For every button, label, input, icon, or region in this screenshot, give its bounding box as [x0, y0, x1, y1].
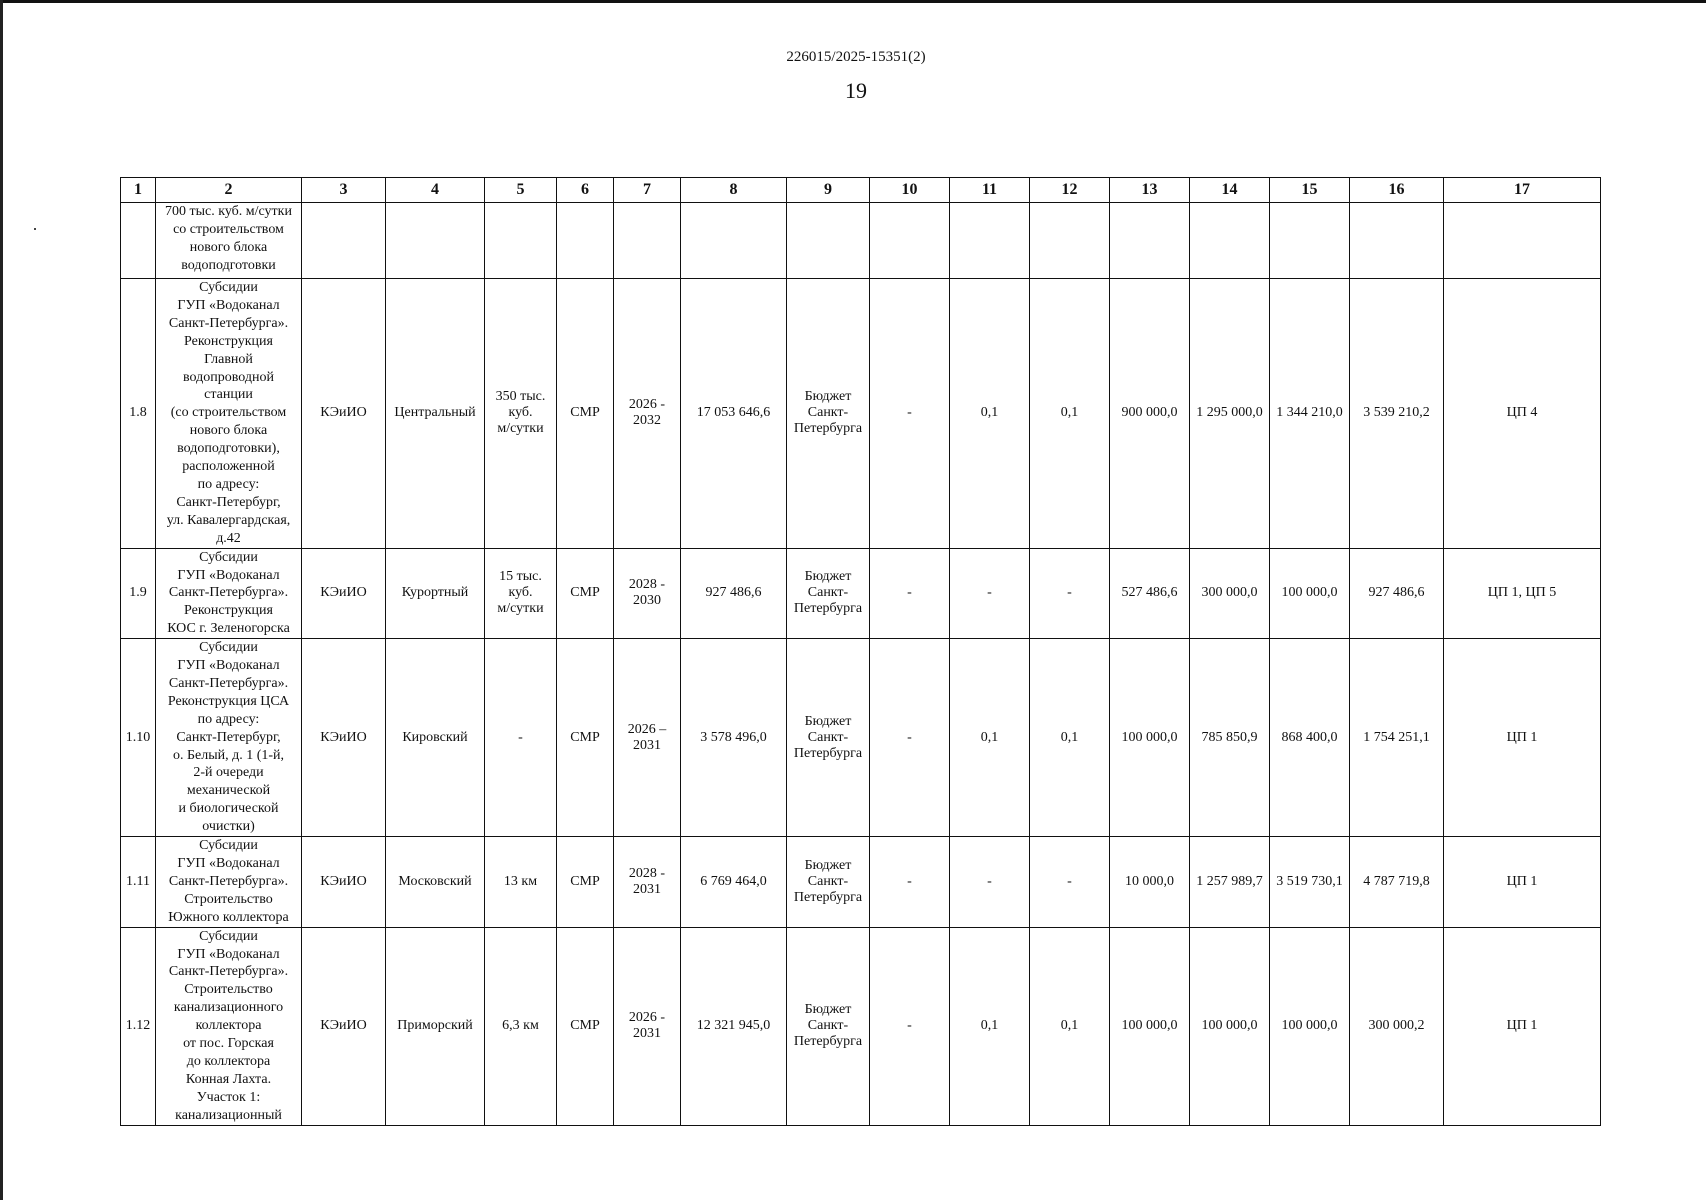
total-cost: 12 321 945,0 — [681, 927, 787, 1125]
column-header: 1 — [121, 178, 156, 203]
column-header: 5 — [485, 178, 557, 203]
target-program: ЦП 1 — [1444, 927, 1601, 1125]
table-row — [121, 837, 1601, 928]
column-header: 14 — [1190, 178, 1270, 203]
table-row — [121, 203, 1601, 279]
row-number — [121, 203, 156, 279]
cell-col-11: 0,1 — [950, 639, 1030, 837]
column-header: 13 — [1110, 178, 1190, 203]
cell-col-10: - — [870, 279, 950, 549]
table-container — [120, 177, 1601, 1126]
target-program — [1444, 203, 1601, 279]
target-program: ЦП 1 — [1444, 639, 1601, 837]
cell-col-15: 3 519 730,1 — [1270, 837, 1350, 928]
cell-col-14: 300 000,0 — [1190, 548, 1270, 639]
cell-col-15: 100 000,0 — [1270, 927, 1350, 1125]
cell-col-15: 868 400,0 — [1270, 639, 1350, 837]
investment-table — [120, 177, 1601, 1126]
row-number: 1.11 — [121, 837, 156, 928]
cell-col-12: 0,1 — [1030, 927, 1110, 1125]
funding-source: Бюджет Санкт- Петербурга — [787, 639, 870, 837]
cell-col-16: 1 754 251,1 — [1350, 639, 1444, 837]
column-header: 12 — [1030, 178, 1110, 203]
cell-col-13: 527 486,6 — [1110, 548, 1190, 639]
row-number: 1.10 — [121, 639, 156, 837]
column-header: 6 — [557, 178, 614, 203]
work-type — [557, 203, 614, 279]
column-header: 4 — [386, 178, 485, 203]
capacity: 6,3 км — [485, 927, 557, 1125]
period: 2028 - 2031 — [614, 837, 681, 928]
period: 2028 - 2030 — [614, 548, 681, 639]
district: Московский — [386, 837, 485, 928]
period: 2026 – 2031 — [614, 639, 681, 837]
district: Центральный — [386, 279, 485, 549]
cell-col-16 — [1350, 203, 1444, 279]
funding-source: Бюджет Санкт- Петербурга — [787, 927, 870, 1125]
cell-col-16: 4 787 719,8 — [1350, 837, 1444, 928]
row-description: Субсидии ГУП «Водоканал Санкт-Петербурга». Строительство канализационного коллектора от пос. Горская до коллектора Конная Лахта. Участок 1: канализационный — [156, 927, 302, 1125]
cell-col-11 — [950, 203, 1030, 279]
row-description: Субсидии ГУП «Водоканал Санкт-Петербурга». Реконструкция КОС г. Зеленогорска — [156, 548, 302, 639]
funding-source: Бюджет Санкт- Петербурга — [787, 279, 870, 549]
cell-col-12: - — [1030, 548, 1110, 639]
row-description: 700 тыс. куб. м/сутки со строительством нового блока водоподготовки — [156, 203, 302, 279]
funding-source: Бюджет Санкт- Петербурга — [787, 837, 870, 928]
column-header: 7 — [614, 178, 681, 203]
target-program: ЦП 1, ЦП 5 — [1444, 548, 1601, 639]
capacity: 15 тыс. куб. м/сутки — [485, 548, 557, 639]
work-type: СМР — [557, 548, 614, 639]
cell-col-14 — [1190, 203, 1270, 279]
row-number: 1.12 — [121, 927, 156, 1125]
funding-source — [787, 203, 870, 279]
capacity — [485, 203, 557, 279]
cell-col-10 — [870, 203, 950, 279]
cell-col-13 — [1110, 203, 1190, 279]
cell-col-11: - — [950, 837, 1030, 928]
row-number: 1.9 — [121, 548, 156, 639]
cell-col-11: 0,1 — [950, 927, 1030, 1125]
table-header — [121, 178, 1601, 203]
total-cost: 927 486,6 — [681, 548, 787, 639]
column-header: 10 — [870, 178, 950, 203]
cell-col-14: 785 850,9 — [1190, 639, 1270, 837]
column-header: 3 — [302, 178, 386, 203]
capacity: 350 тыс. куб. м/сутки — [485, 279, 557, 549]
page-header — [0, 48, 1706, 104]
cell-col-15: 1 344 210,0 — [1270, 279, 1350, 549]
work-type: СМР — [557, 837, 614, 928]
cell-col-14: 1 257 989,7 — [1190, 837, 1270, 928]
cell-col-10: - — [870, 639, 950, 837]
work-type: СМР — [557, 927, 614, 1125]
table-row — [121, 639, 1601, 837]
responsible-body — [302, 203, 386, 279]
total-cost: 3 578 496,0 — [681, 639, 787, 837]
total-cost: 17 053 646,6 — [681, 279, 787, 549]
district: Приморский — [386, 927, 485, 1125]
cell-col-11: 0,1 — [950, 279, 1030, 549]
column-header: 9 — [787, 178, 870, 203]
column-number-row — [121, 178, 1601, 203]
funding-source: Бюджет Санкт- Петербурга — [787, 548, 870, 639]
column-header: 15 — [1270, 178, 1350, 203]
district: Курортный — [386, 548, 485, 639]
table-row — [121, 548, 1601, 639]
target-program: ЦП 1 — [1444, 837, 1601, 928]
cell-col-10: - — [870, 837, 950, 928]
column-header: 11 — [950, 178, 1030, 203]
scan-edge-top — [0, 0, 1706, 3]
responsible-body: КЭиИО — [302, 837, 386, 928]
period: 2026 - 2031 — [614, 927, 681, 1125]
work-type: СМР — [557, 279, 614, 549]
responsible-body: КЭиИО — [302, 548, 386, 639]
cell-col-12: 0,1 — [1030, 279, 1110, 549]
row-number: 1.8 — [121, 279, 156, 549]
cell-col-13: 100 000,0 — [1110, 639, 1190, 837]
cell-col-16: 927 486,6 — [1350, 548, 1444, 639]
cell-col-14: 100 000,0 — [1190, 927, 1270, 1125]
capacity: 13 км — [485, 837, 557, 928]
district: Кировский — [386, 639, 485, 837]
column-header: 17 — [1444, 178, 1601, 203]
table-body — [121, 203, 1601, 1126]
scan-speck — [34, 228, 36, 230]
district — [386, 203, 485, 279]
cell-col-12 — [1030, 203, 1110, 279]
target-program: ЦП 4 — [1444, 279, 1601, 549]
cell-col-16: 3 539 210,2 — [1350, 279, 1444, 549]
column-header: 8 — [681, 178, 787, 203]
cell-col-15 — [1270, 203, 1350, 279]
table-row — [121, 927, 1601, 1125]
cell-col-12: - — [1030, 837, 1110, 928]
responsible-body: КЭиИО — [302, 927, 386, 1125]
cell-col-13: 900 000,0 — [1110, 279, 1190, 549]
cell-col-13: 100 000,0 — [1110, 927, 1190, 1125]
capacity: - — [485, 639, 557, 837]
total-cost: 6 769 464,0 — [681, 837, 787, 928]
row-description: Субсидии ГУП «Водоканал Санкт-Петербурга». Строительство Южного коллектора — [156, 837, 302, 928]
column-header: 2 — [156, 178, 302, 203]
scan-edge-left — [0, 0, 3, 1200]
cell-col-11: - — [950, 548, 1030, 639]
cell-col-13: 10 000,0 — [1110, 837, 1190, 928]
cell-col-12: 0,1 — [1030, 639, 1110, 837]
column-header: 16 — [1350, 178, 1444, 203]
work-type: СМР — [557, 639, 614, 837]
cell-col-14: 1 295 000,0 — [1190, 279, 1270, 549]
row-description: Субсидии ГУП «Водоканал Санкт-Петербурга». Реконструкция Главной водопроводной станции (со строительством нового блока водоподготовки), расположенной по адресу: Санкт-Петербург, ул. Кавалергардская, д.42 — [156, 279, 302, 549]
cell-col-10: - — [870, 548, 950, 639]
table-row — [121, 279, 1601, 549]
cell-col-15: 100 000,0 — [1270, 548, 1350, 639]
row-description: Субсидии ГУП «Водоканал Санкт-Петербурга». Реконструкция ЦСА по адресу: Санкт-Петербург, о. Белый, д. 1 (1-й, 2-й очереди механической и биологической очистки) — [156, 639, 302, 837]
total-cost — [681, 203, 787, 279]
cell-col-10: - — [870, 927, 950, 1125]
cell-col-16: 300 000,2 — [1350, 927, 1444, 1125]
document-number: 226015/2025-15351(2) — [786, 49, 926, 65]
responsible-body: КЭиИО — [302, 639, 386, 837]
period: 2026 - 2032 — [614, 279, 681, 549]
page-number: 19 — [845, 78, 867, 103]
responsible-body: КЭиИО — [302, 279, 386, 549]
period — [614, 203, 681, 279]
